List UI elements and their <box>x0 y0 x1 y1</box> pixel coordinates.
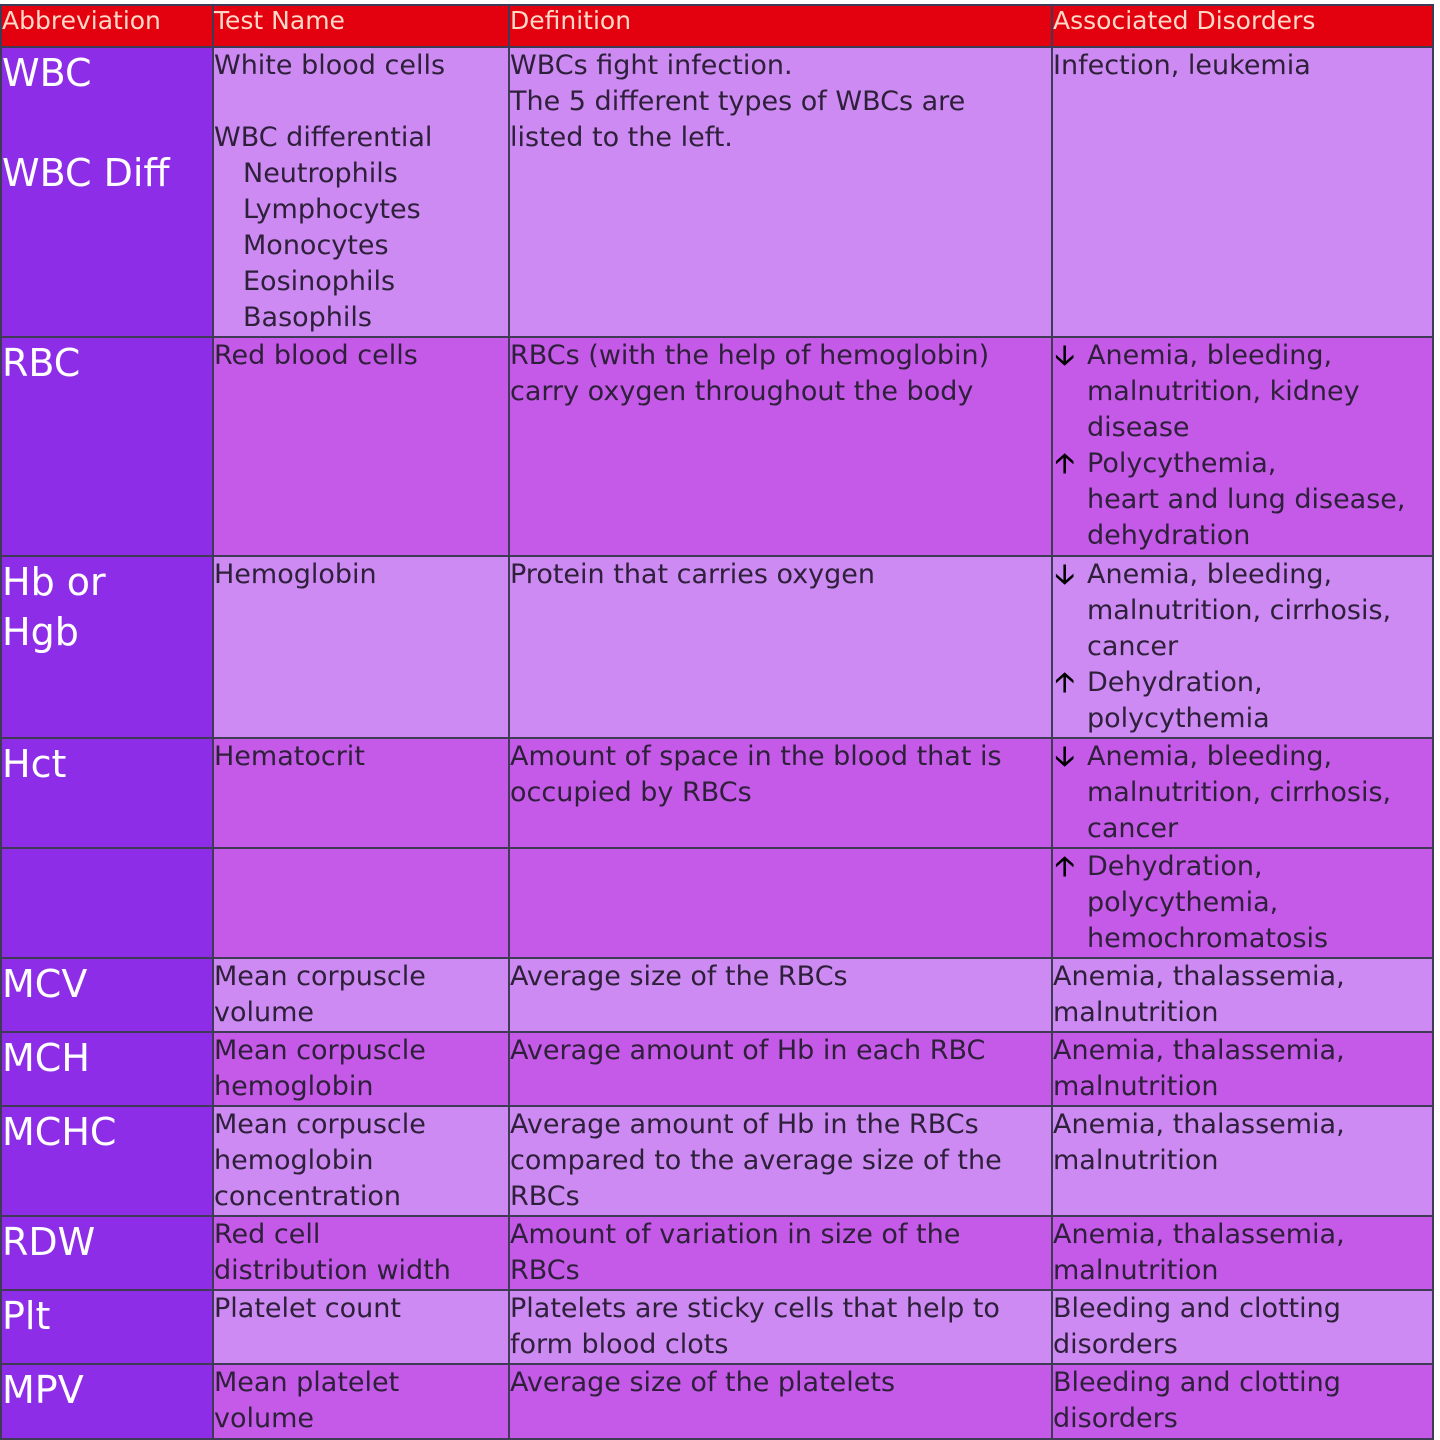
table-row-mcv <box>1 958 1433 1032</box>
test-name-cell <box>213 1106 509 1216</box>
abbreviation: WBC Diff <box>2 151 170 195</box>
definition-cell <box>509 1216 1052 1290</box>
arrow-up-icon: 🡡 <box>1055 448 1075 479</box>
test-name: WBC differential <box>214 122 433 153</box>
arrow-up-icon: 🡡 <box>1055 667 1075 698</box>
list-item: Lymphocytes <box>243 194 421 225</box>
list-item: Monocytes <box>243 230 389 261</box>
abbreviation: WBC <box>2 51 92 95</box>
disorders-line: cancer <box>1087 631 1179 662</box>
test-name: Mean corpuscle <box>214 1035 426 1066</box>
definition-line: Average amount of Hb in the RBCs <box>510 1109 979 1140</box>
arrow-down-icon: 🡣 <box>1055 559 1075 590</box>
test-name-cell <box>213 848 509 958</box>
definition-line: Protein that carries oxygen <box>510 559 876 590</box>
test-name: Hematocrit <box>214 741 365 772</box>
test-name: hemoglobin <box>214 1145 374 1176</box>
disorders-cell <box>1052 337 1433 556</box>
definition-cell <box>509 958 1052 1032</box>
abbreviation: MCH <box>2 1036 90 1080</box>
test-name: White blood cells <box>214 50 446 81</box>
abbreviation-cell <box>1 1290 213 1364</box>
definition-line: Amount of space in the blood that is <box>510 741 1002 772</box>
abbreviation: RDW <box>2 1220 96 1264</box>
disorders-line: Infection, leukemia <box>1053 50 1311 81</box>
disorders-line: malnutrition, kidney <box>1087 376 1360 407</box>
test-name: volume <box>214 997 315 1028</box>
definition-line: compared to the average size of the <box>510 1145 1002 1176</box>
test-name-cell <box>213 1032 509 1106</box>
abbreviation-cell <box>1 958 213 1032</box>
list-item: Eosinophils <box>243 266 396 297</box>
test-name: Platelet count <box>214 1293 401 1324</box>
test-name: Mean corpuscle <box>214 961 426 992</box>
test-name-cell <box>213 958 509 1032</box>
disorders-line: disorders <box>1053 1403 1178 1434</box>
test-name: Hemoglobin <box>214 559 377 590</box>
abbreviation-cell <box>1 337 213 556</box>
abbreviation: Hgb <box>2 610 79 654</box>
table-row-hct-continued <box>1 848 1433 958</box>
disorders-line: Anemia, bleeding, <box>1087 559 1333 590</box>
disorders-line: malnutrition, cirrhosis, <box>1087 595 1392 626</box>
definition-line: Average size of the RBCs <box>510 961 848 992</box>
table-row-plt <box>1 1290 1433 1364</box>
cbc-reference-table <box>0 4 1434 1440</box>
test-name: hemoglobin <box>214 1071 374 1102</box>
test-name: Red cell <box>214 1219 321 1250</box>
test-name-cell <box>213 556 509 738</box>
disorders-cell <box>1052 1364 1433 1439</box>
abbreviation: MCV <box>2 962 88 1006</box>
abbreviation-cell <box>1 738 213 848</box>
disorders-cell <box>1052 1216 1433 1290</box>
abbreviation-cell <box>1 1216 213 1290</box>
disorders-line: Anemia, bleeding, <box>1087 340 1333 371</box>
disorders-line: polycythemia <box>1087 703 1270 734</box>
definition-cell <box>509 556 1052 738</box>
disorders-line: malnutrition <box>1053 997 1219 1028</box>
test-name-cell <box>213 1290 509 1364</box>
disorders-line: dehydration <box>1087 520 1251 551</box>
disorders-cell <box>1052 1290 1433 1364</box>
arrow-up-icon: 🡡 <box>1055 851 1075 882</box>
table-header-row <box>1 5 1433 47</box>
abbreviation-cell <box>1 1032 213 1106</box>
disorders-cell <box>1052 47 1433 337</box>
disorders-line: disorders <box>1053 1329 1178 1360</box>
definition-cell <box>509 848 1052 958</box>
test-name-cell <box>213 337 509 556</box>
definition-line: Amount of variation in size of the <box>510 1219 961 1250</box>
header-definition: Definition <box>509 5 1052 47</box>
abbreviation-cell <box>1 47 213 337</box>
list-item: Neutrophils <box>243 158 398 189</box>
disorders-cell <box>1052 556 1433 738</box>
test-name: Mean platelet <box>214 1367 400 1398</box>
definition-line: form blood clots <box>510 1329 729 1360</box>
definition-cell <box>509 1364 1052 1439</box>
disorders-line: cancer <box>1087 813 1179 844</box>
disorders-line: Bleeding and clotting <box>1053 1293 1341 1324</box>
disorders-line: malnutrition <box>1053 1145 1219 1176</box>
abbreviation: Plt <box>2 1294 51 1338</box>
disorders-line: heart and lung disease, <box>1087 484 1406 515</box>
definition-cell <box>509 1106 1052 1216</box>
table-row-hb <box>1 556 1433 738</box>
disorders-cell <box>1052 958 1433 1032</box>
disorders-line: Anemia, thalassemia, <box>1053 1035 1345 1066</box>
definition-line: RBCs (with the help of hemoglobin) <box>510 340 990 371</box>
table-row-mch <box>1 1032 1433 1106</box>
disorders-line: Bleeding and clotting <box>1053 1367 1341 1398</box>
table-row-rdw <box>1 1216 1433 1290</box>
disorders-line: malnutrition <box>1053 1071 1219 1102</box>
header-abbreviation: Abbreviation <box>1 5 213 47</box>
disorders-cell <box>1052 1032 1433 1106</box>
abbreviation: Hct <box>2 742 67 786</box>
abbreviation: MCHC <box>2 1110 117 1154</box>
abbreviation: Hb or <box>2 560 106 604</box>
table-row-mpv <box>1 1364 1433 1439</box>
definition-line: WBCs fight infection. <box>510 50 793 81</box>
disorders-line: polycythemia, <box>1087 887 1279 918</box>
disorders-line: Dehydration, <box>1087 667 1263 698</box>
disorders-cell <box>1052 1106 1433 1216</box>
test-name-cell <box>213 1364 509 1439</box>
definition-cell <box>509 47 1052 337</box>
abbreviation: MPV <box>2 1368 84 1412</box>
test-name: volume <box>214 1403 315 1434</box>
disorders-cell <box>1052 738 1433 848</box>
test-name-cell <box>213 47 509 337</box>
disorders-line: Anemia, thalassemia, <box>1053 1109 1345 1140</box>
header-test-name: Test Name <box>213 5 509 47</box>
disorders-line: malnutrition <box>1053 1255 1219 1286</box>
disorders-line: Anemia, bleeding, <box>1087 741 1333 772</box>
definition-line: RBCs <box>510 1181 580 1212</box>
definition-line: RBCs <box>510 1255 580 1286</box>
abbreviation-cell <box>1 1106 213 1216</box>
test-name: concentration <box>214 1181 401 1212</box>
definition-line: carry oxygen throughout the body <box>510 376 974 407</box>
disorders-line: malnutrition, cirrhosis, <box>1087 777 1392 808</box>
abbreviation-cell <box>1 848 213 958</box>
disorders-line: Dehydration, <box>1087 851 1263 882</box>
disorders-line: disease <box>1087 412 1190 443</box>
disorders-line: hemochromatosis <box>1087 923 1329 954</box>
definition-line: Platelets are sticky cells that help to <box>510 1293 1000 1324</box>
definition-cell <box>509 738 1052 848</box>
abbreviation: RBC <box>2 341 81 385</box>
test-name-cell <box>213 1216 509 1290</box>
definition-line: listed to the left. <box>510 122 733 153</box>
table-row-mchc <box>1 1106 1433 1216</box>
test-name: distribution width <box>214 1255 451 1286</box>
arrow-down-icon: 🡣 <box>1055 741 1075 772</box>
definition-line: The 5 different types of WBCs are <box>510 86 966 117</box>
abbreviation-cell <box>1 556 213 738</box>
table-row-wbc <box>1 47 1433 337</box>
definition-line: Average size of the platelets <box>510 1367 896 1398</box>
disorders-line: Anemia, thalassemia, <box>1053 1219 1345 1250</box>
definition-cell <box>509 1290 1052 1364</box>
table-row-hct <box>1 738 1433 848</box>
test-name: Red blood cells <box>214 340 418 371</box>
definition-line: Average amount of Hb in each RBC <box>510 1035 986 1066</box>
definition-cell <box>509 1032 1052 1106</box>
abbreviation-cell <box>1 1364 213 1439</box>
test-name: Mean corpuscle <box>214 1109 426 1140</box>
disorders-line: Polycythemia, <box>1087 448 1277 479</box>
definition-cell <box>509 337 1052 556</box>
disorders-line: Anemia, thalassemia, <box>1053 961 1345 992</box>
table-row-rbc <box>1 337 1433 556</box>
definition-line: occupied by RBCs <box>510 777 752 808</box>
test-name-cell <box>213 738 509 848</box>
arrow-down-icon: 🡣 <box>1055 340 1075 371</box>
header-associated-disorders: Associated Disorders <box>1052 5 1433 47</box>
disorders-cell <box>1052 848 1433 958</box>
list-item: Basophils <box>243 302 372 333</box>
